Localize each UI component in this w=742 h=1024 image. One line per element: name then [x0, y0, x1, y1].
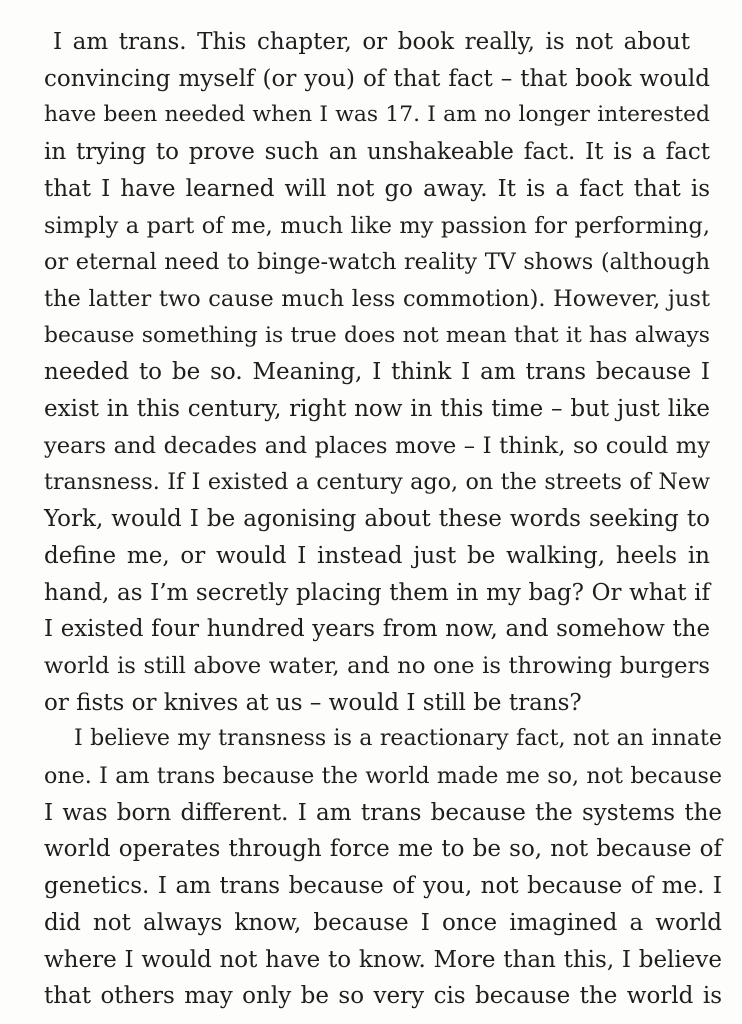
text-line: convincing myself (or you) of that fact – that book would — [44, 65, 710, 92]
text-line: because something is true does not mean that it has always — [44, 322, 710, 348]
text-line: I believe my transness is a reactionary fact, not an innate — [74, 726, 722, 752]
text-line: that others may only be so very cis because the world is — [44, 983, 722, 1010]
text-line: world is still above water, and no one is throwing burgers — [44, 652, 710, 679]
text-line: transness. If I existed a century ago, on the streets of New — [44, 469, 710, 496]
text-line: I existed four hundred years from now, and somehow the — [44, 616, 710, 643]
text-line: where I would not have to know. More than this, I believe — [44, 946, 722, 973]
text-line: world operates through force me to be so, not because of — [44, 836, 722, 863]
text-line: the latter two cause much less commotion). However, just — [44, 285, 710, 312]
text-line: hand, as I’m secretly placing them in my bag? Or what if — [44, 579, 710, 606]
text-line: have been needed when I was 17. I am no longer interested — [44, 102, 710, 128]
text-line: or fists or knives at us – would I still be trans? — [44, 689, 582, 716]
text-line: genetics. I am trans because of you, not because of me. I — [44, 873, 722, 900]
text-line: in trying to prove such an unshakeable fact. It is a fact — [44, 139, 710, 166]
text-line: years and decades and places move – I think, so could my — [44, 432, 710, 459]
text-line: exist in this century, right now in this time – but just like — [44, 396, 710, 422]
text-line: define me, or would I instead just be walking, heels in — [44, 542, 710, 569]
text-line: one. I am trans because the world made me so, not because — [44, 763, 722, 789]
text-line: that I have learned will not go away. It is a fact that is — [44, 175, 710, 202]
text-line: did not always know, because I once imagined a world — [44, 909, 722, 936]
text-line: York, would I be agonising about these words seeking to — [44, 506, 710, 533]
text-line: I was born different. I am trans because the systems the — [44, 799, 722, 826]
text-line: or eternal need to binge-watch reality TV shows (although — [44, 249, 710, 276]
text-line: needed to be so. Meaning, I think I am trans because I — [44, 359, 710, 386]
text-line: I am trans. This chapter, or book really, is not about — [53, 29, 690, 55]
text-line: simply a part of me, much like my passion for performing, — [44, 212, 710, 239]
